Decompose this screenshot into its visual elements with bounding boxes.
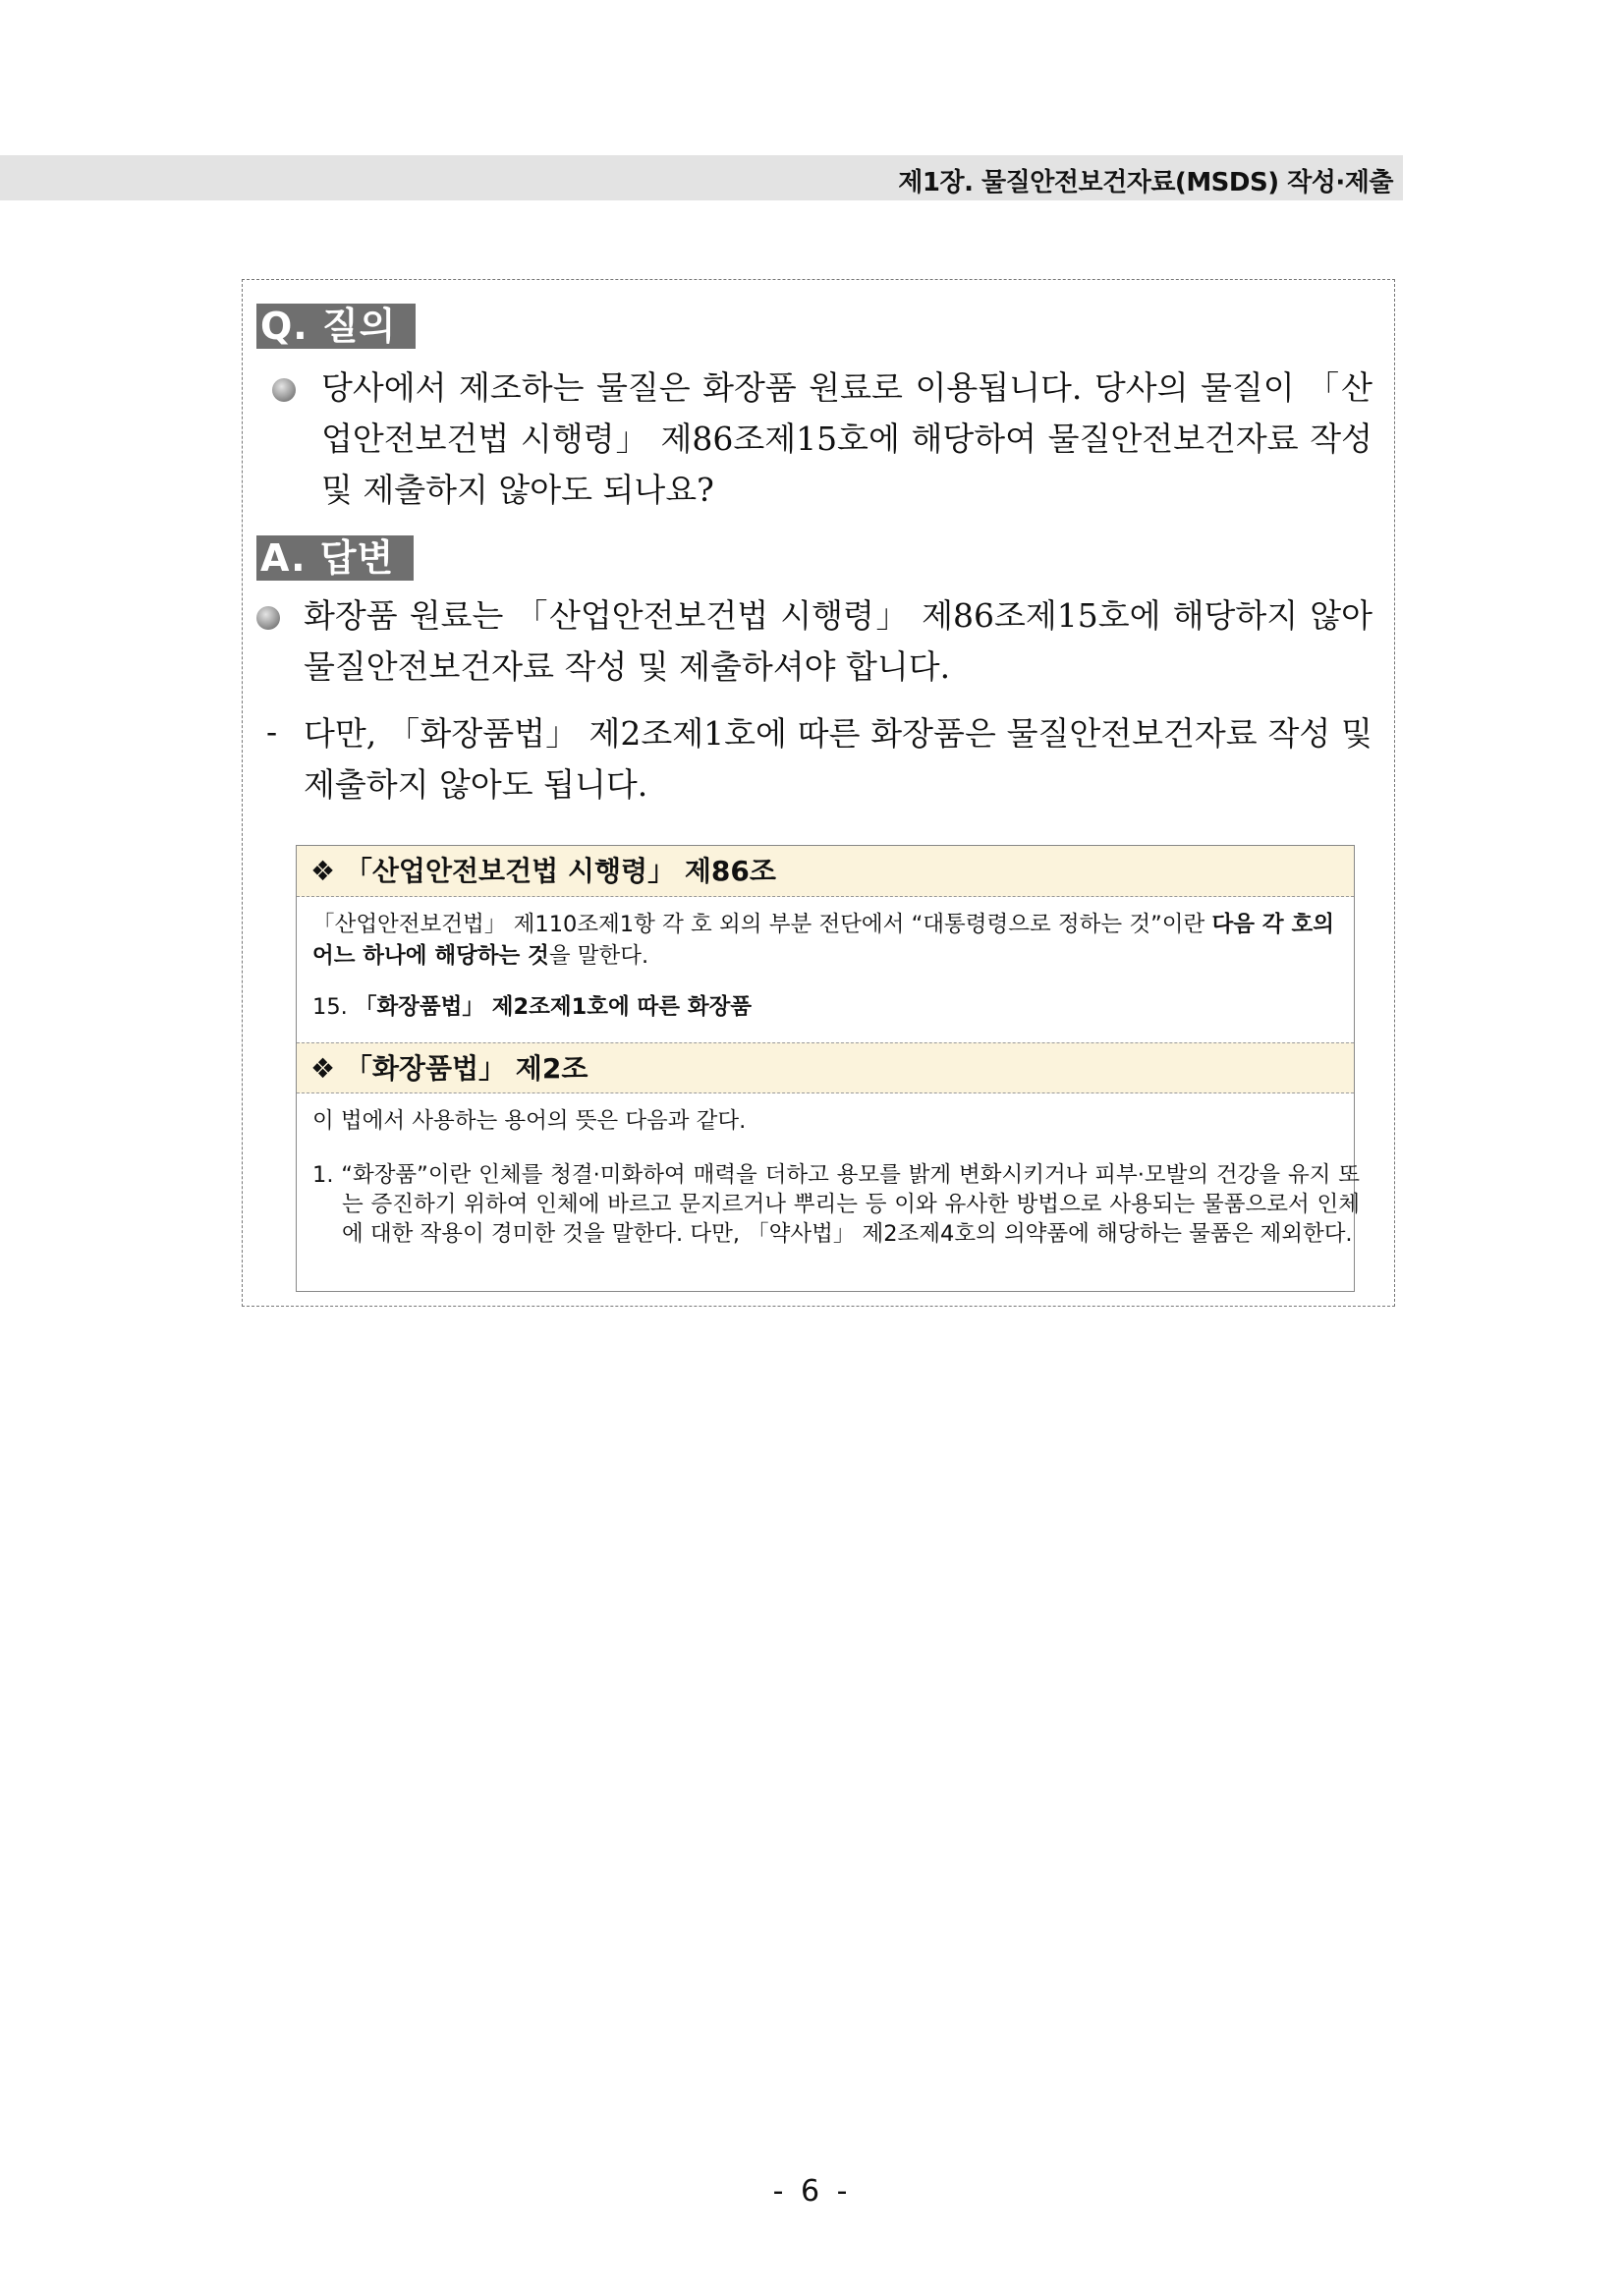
law-reference-box bbox=[296, 845, 1360, 1292]
law-heading-enforcement-decree: ❖ 「산업안전보건법 시행령」 제86조 bbox=[297, 846, 1354, 897]
law-text-part: 을 말한다. bbox=[548, 943, 649, 969]
law-article-body: 이 법에서 사용하는 용어의 뜻은 다음과 같다. bbox=[312, 1108, 747, 1134]
answer-tag: A. 답변 bbox=[256, 535, 414, 581]
law-item-15 bbox=[312, 991, 1334, 1023]
bullet-icon bbox=[272, 378, 296, 402]
answer-text: 화장품 원료는 「산업안전보건법 시행령」 제86조제15호에 해당하지 않아 물질안전보건자료 작성 및 제출하셔야 합니다. bbox=[304, 596, 1372, 686]
dash-marker: - bbox=[266, 712, 278, 751]
law-text-emphasis: 다음 각 호의 어느 하나에 해당하는 것 bbox=[312, 912, 1334, 969]
law-article-body bbox=[312, 909, 1334, 972]
bullet-icon bbox=[256, 606, 280, 630]
answer-note: 다만, 「화장품법」 제2조제1호에 따른 화장품은 물질안전보건자료 작성 및 제출하지 않아도 됩니다. bbox=[304, 714, 1372, 804]
page-number: - 6 - bbox=[772, 2174, 852, 2209]
law-item-1: 1. “화장품”이란 인체를 청결·미화하여 매력을 더하고 용모를 밝게 변화시키거나 피부·모발의 건강을 유지 또는 증진하기 위하여 인체에 바르고 문지르거나 뿌리는 등 이와 유사한 방법으로 사용되는 물품으로서 인체에 대한 작용이 경미한 것을 말한다. 다만, 「약사법」 제2조제4호의 의약품에 해당하는 물품은 제외한다. bbox=[312, 1162, 1360, 1247]
item-text: 「화장품법」 제2조제1호에 따른 화장품 bbox=[354, 994, 753, 1020]
header-bar bbox=[0, 155, 1403, 200]
chapter-title: 제1장. 물질안전보건자료(MSDS) 작성·제출 bbox=[898, 168, 1393, 197]
item-number: 15. bbox=[312, 994, 355, 1020]
law-heading-cosmetics-act: ❖ 「화장품법」 제2조 bbox=[297, 1042, 1354, 1093]
question-text: 당사에서 제조하는 물질은 화장품 원료로 이용됩니다. 당사의 물질이 「산업안전보건법 시행령」 제86조제15호에 해당하여 물질안전보건자료 작성 및 제출하지 않아도 되나요? bbox=[321, 368, 1372, 509]
law-text-part: 「산업안전보건법」 제110조제1항 각 호 외의 부분 전단에서 “대통령령으로 정하는 것”이란 bbox=[312, 912, 1212, 937]
question-tag: Q. 질의 bbox=[256, 304, 416, 349]
qa-box bbox=[242, 279, 1395, 1307]
